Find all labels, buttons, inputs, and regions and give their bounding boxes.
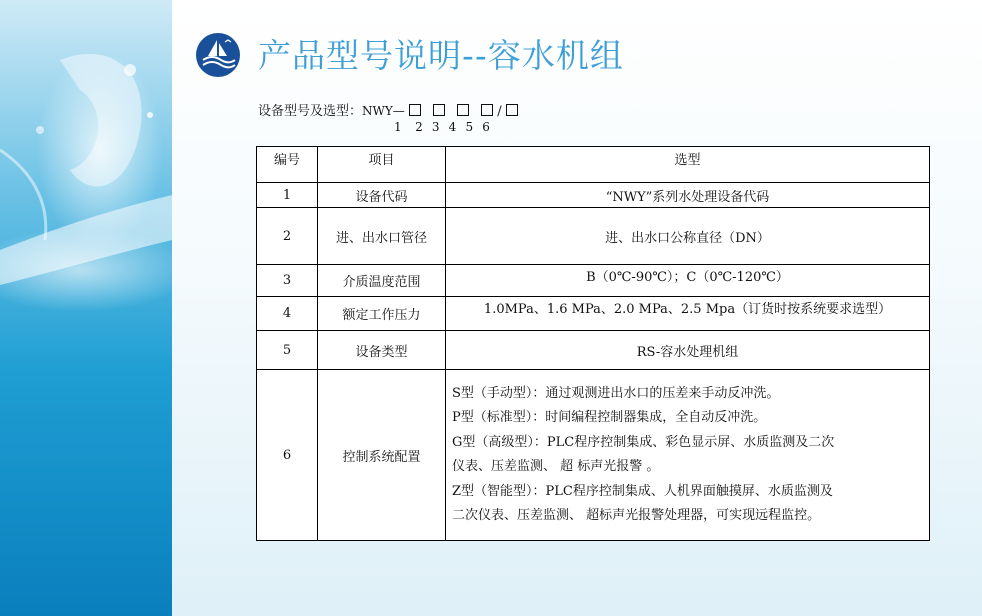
position-number: 3	[431, 120, 441, 134]
table-row	[257, 297, 930, 331]
header-number: 编号	[257, 147, 318, 183]
row-item: 设备代码	[318, 183, 446, 208]
model-slot-1-box	[409, 104, 421, 116]
header-selection: 选型	[446, 147, 930, 183]
position-number: 5	[465, 120, 474, 134]
model-spec-table	[256, 146, 930, 541]
table-header-row	[257, 147, 930, 183]
row-item: 设备类型	[318, 331, 446, 370]
table-row	[257, 208, 930, 265]
table-row	[257, 183, 930, 208]
row-number: 6	[257, 370, 318, 541]
row-item: 进、出水口管径	[318, 208, 446, 265]
table-row	[257, 331, 930, 370]
position-number: 4	[448, 120, 457, 134]
water-splash-image	[0, 0, 172, 616]
row-item: 介质温度范围	[318, 265, 446, 297]
row-number: 5	[257, 331, 318, 370]
row-number: 3	[257, 265, 318, 297]
row-selection-multiline	[446, 370, 930, 541]
row-selection: 1.0MPa、1.6 MPa、2.0 MPa、2.5 Mpa（订货时按系统要求选型）	[446, 297, 930, 331]
row-item: 额定工作压力	[318, 297, 446, 331]
row-number: 1	[257, 183, 318, 208]
row-selection: 进、出水口公称直径（DN）	[446, 208, 930, 265]
page-title: 产品型号说明--容水机组	[258, 36, 624, 75]
config-line: S型（手动型）：通过观测进出水口的压差来手动反冲洗。	[452, 385, 780, 401]
config-line: 仪表、压差监测、 超 标声光报警 。	[452, 459, 660, 474]
row-number: 2	[257, 208, 318, 265]
model-slot-5-box	[506, 104, 518, 116]
row-selection: “NWY”系列水处理设备代码	[446, 183, 930, 208]
table-row	[257, 265, 930, 297]
row-number: 4	[257, 297, 318, 331]
model-code-line	[258, 100, 522, 119]
model-position-numbers	[394, 120, 490, 134]
row-selection: RS-容水处理机组	[446, 331, 930, 370]
model-code-prefix: NWY—	[362, 104, 405, 118]
model-code-label: 设备型号及选型：	[258, 104, 363, 119]
config-line: Z型（智能型）：PLC程序控制集成、人机界面触摸屏、水质监测及	[452, 483, 833, 499]
config-line: P型（标准型）：时间编程控制器集成，全自动反冲洗。	[452, 410, 767, 425]
model-slash: /	[497, 104, 502, 119]
config-line: G型（高级型）：PLC程序控制集成、彩色显示屏、水质监测及二次	[452, 434, 835, 450]
config-line: 二次仪表、压差监测、 超标声光报警处理器，可实现远程监控。	[452, 508, 821, 523]
table-row	[257, 370, 930, 541]
row-item: 控制系统配置	[318, 370, 446, 541]
model-slot-3-box	[457, 104, 469, 116]
header-item: 项目	[318, 147, 446, 183]
model-slot-2-box	[433, 104, 445, 116]
position-number: 6	[482, 120, 491, 134]
model-slot-4-box	[481, 104, 493, 116]
position-number: 1	[394, 120, 403, 134]
company-logo-icon	[195, 32, 241, 78]
position-number: 2	[415, 120, 424, 134]
row-selection: B（0℃-90℃）；C（0℃-120℃）	[446, 265, 930, 297]
